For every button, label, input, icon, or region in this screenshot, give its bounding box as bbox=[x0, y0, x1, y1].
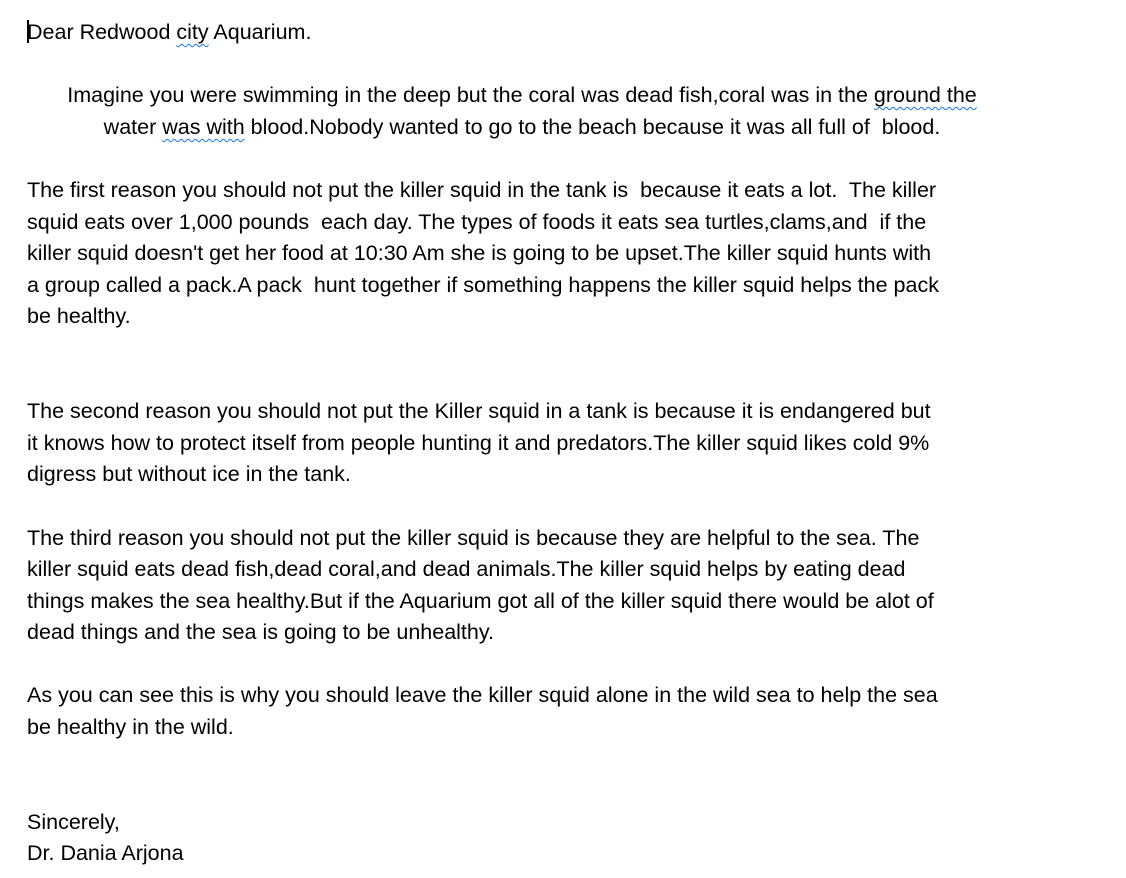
text-line: squid eats over 1,000 pounds each day. The types of foods it eats sea turtles,clams,and if the bbox=[27, 209, 927, 234]
text-line: be healthy in the wild. bbox=[27, 715, 234, 740]
spellcheck-flag[interactable]: was with bbox=[162, 114, 245, 139]
document-body[interactable] bbox=[27, 0, 1017, 870]
text-line: The first reason you should not put the killer squid in the tank is because it eats a lot. The killer bbox=[27, 177, 937, 202]
text-line: killer squid doesn't get her food at 10:30 Am she is going to be upset.The killer squid hunts with bbox=[27, 241, 932, 266]
text-line: things makes the sea healthy.But if the Aquarium got all of the killer squid there would be alot of bbox=[27, 588, 934, 613]
intro-line-2: water was with blood.Nobody wanted to go to the beach because it was all full of blood. bbox=[103, 114, 941, 139]
paragraph-reason-1 bbox=[27, 175, 1017, 333]
spellcheck-flag[interactable]: city bbox=[176, 20, 209, 44]
closing: Sincerely, bbox=[27, 809, 120, 834]
intro-line-1: Imagine you were swimming in the deep but the coral was dead fish,coral was in the ground the bbox=[67, 83, 977, 108]
text-line: a group called a pack.A pack hunt together if something happens the killer squid helps the pack bbox=[27, 272, 939, 297]
paragraph-reason-2 bbox=[27, 396, 1017, 491]
text-line: dead things and the sea is going to be unhealthy. bbox=[27, 620, 494, 645]
text-line: The second reason you should not put the Killer squid in a tank is because it is endangered but bbox=[27, 399, 931, 424]
text-line: killer squid eats dead fish,dead coral,and dead animals.The killer squid helps by eating dead bbox=[27, 557, 906, 582]
spellcheck-flag[interactable]: ground the bbox=[873, 83, 977, 108]
salutation: Dear Redwood city Aquarium. bbox=[27, 20, 312, 44]
paragraph-reason-3 bbox=[27, 523, 1017, 649]
text-line: The third reason you should not put the killer squid is because they are helpful to the sea. The bbox=[27, 525, 920, 550]
text-line: be healthy. bbox=[27, 304, 131, 329]
text-line: As you can see this is why you should leave the killer squid alone in the wild sea to help the sea bbox=[27, 683, 938, 708]
text-line: it knows how to protect itself from people hunting it and predators.The killer squid likes cold 9% bbox=[27, 430, 930, 455]
paragraph-conclusion bbox=[27, 680, 1017, 743]
text-line: digress but without ice in the tank. bbox=[27, 462, 351, 487]
signature: Dr. Dania Arjona bbox=[27, 841, 184, 866]
